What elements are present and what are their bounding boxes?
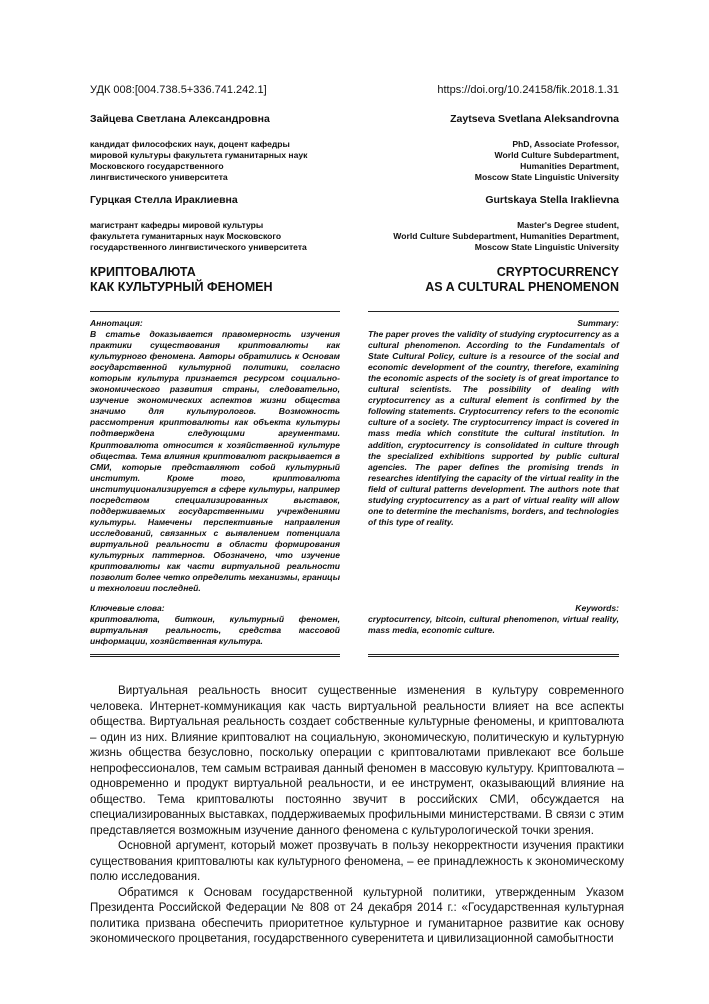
article-body [90, 683, 624, 947]
author-2-name-en: Gurtskaya Stella Iraklievna [485, 194, 619, 206]
keywords-label-en: Keywords: [575, 603, 619, 613]
author-2-name-ru: Гурцкая Стелла Ираклиевна [90, 194, 238, 206]
article-title-ru [90, 265, 340, 295]
author-1-affiliation-en [368, 139, 619, 183]
abstract-label-en: Summary: [577, 318, 619, 328]
author-2-affiliation-en [368, 220, 619, 253]
abstract-text-ru: В статье доказывается правомерность изучения практики существования криптовалюты как культурного феномена. Авторы обратились к Основам государственной культурной политики, согласно которым культура признается ресурсом социально-экономического развития страны, следовательно, изучение экономических аспектов жизни общества значимо для культурологов. Возможность рассмотрения криптовалюты как объекта культуры подтверждена следующими аргументами. Криптовалюта относится к хозяйственной культуре общества. Тема влияния криптовалют раскрывается в СМИ, которые представляют собой культурный институт. Кроме того, криптовалюта институционализируется в сфере культуры, например посредством специализированных выставок, поддерживаемых государственными учреждениями культуры. Намечены перспективные направления исследований, связанных с выявлением потенциала виртуальной реальности в области формирования культурных паттернов. Обозначено, что изучение криптовалюты как части виртуальной реальности позволит более четко определить механизмы, границы и технологии последней. [90, 329, 340, 594]
abstract-top-rule-ru [90, 311, 340, 312]
affiliation-line: Московского государственного [90, 161, 224, 171]
affiliation-line: мировой культуры факультета гуманитарных наук [90, 150, 308, 160]
affiliation-line: Moscow State Linguistic University [474, 172, 619, 182]
affiliation-line: факультета гуманитарных наук Московского [90, 231, 282, 241]
author-1-name-en: Zaytseva Svetlana Aleksandrovna [450, 113, 619, 125]
affiliation-line: государственного лингвистического университета [90, 242, 307, 252]
keywords-en [368, 603, 619, 636]
keywords-text-ru: криптовалюта, биткоин, культурный феномен, виртуальная реальность, средства массовой информации, хозяйственная культура. [90, 614, 340, 647]
affiliation-line: магистрант кафедры мировой культуры [90, 220, 264, 230]
affiliation-line: World Culture Subdepartment, Humanities Department, [393, 231, 619, 241]
affiliation-line: Moscow State Linguistic University [474, 242, 619, 252]
affiliation-line: кандидат философских наук, доцент кафедры [90, 139, 290, 149]
keywords-label-ru: Ключевые слова: [90, 603, 165, 613]
body-paragraph: Обратимся к Основам государственной культурной политики, утвержденным Указом Президента Российской Федерации № 808 от 24 декабря 2014 г.: «Государственная культурная политика призвана обеспечить приоритетное культурное и гуманитарное развитие как основу экономического процветания, государственного суверенитета и цивилизационной самобытности [90, 885, 624, 945]
body-paragraph: Основной аргумент, который может прозвучать в пользу некорректности изучения практики существования криптовалюты как культурного феномена, – ее принадлежность к экономическому полю исследования. [90, 839, 624, 883]
title-line: AS A CULTURAL PHENOMENON [425, 280, 619, 294]
affiliation-line: Master's Degree student, [517, 220, 619, 230]
abstract-ru [90, 318, 340, 594]
keywords-ru [90, 603, 340, 647]
author-2-affiliation-ru [90, 220, 340, 253]
abstract-en [368, 318, 619, 528]
title-line: CRYPTOCURRENCY [496, 265, 619, 279]
abstract-top-rule-en [368, 311, 619, 312]
article-title-en [368, 265, 619, 295]
title-line: КАК КУЛЬТУРНЫЙ ФЕНОМЕН [90, 280, 273, 294]
author-1-name-ru: Зайцева Светлана Александровна [90, 113, 270, 125]
author-1-affiliation-ru [90, 139, 340, 183]
title-line: КРИПТОВАЛЮТА [90, 265, 196, 279]
body-paragraph: Виртуальная реальность вносит существенные изменения в культуру современного человека. Интернет-коммуникация как часть виртуальной реальности влияет на все аспекты общества. Виртуальная реальность создает собственные культурные феномены, и криптовалюта – один из них. Влияние криптовалют на социальную, экономическую, политическую и культурную жизнь общества безусловно, поскольку операции с криптовалютами привлекают все больше непрофессионалов, тем самым встраивая данный феномен в массовую культуру. Криптовалюта – одновременно и продукт виртуальной реальности, и ее инструмент, оказывающий влияние на общество. Тема криптовалюты постоянно звучит в российских СМИ, обсуждается на специализированных выставках, поддерживаемых профильными министерствами. В связи с этим представляется возможным изучение данного феномена с культурологической точки зрения. [90, 684, 624, 837]
affiliation-line: лингвистического университета [90, 172, 228, 182]
abstract-bottom-rule-en [368, 654, 619, 657]
abstract-text-en: The paper proves the validity of studying cryptocurrency as a cultural phenomenon. According to the Fundamentals of State Cultural Policy, culture is a resource of the social and economic development of the country, therefore, examining the economic aspects of the society is of great importance to cultural scientists. The possibility of dealing with cryptocurrency as a cultural element is confirmed by the following statements. Cryptocurrency refers to the economic culture of a society. The cryptocurrency impact is covered in mass media which constitute the cultural institution. In addition, cryptocurrency is consolidated in culture through the specialized exhibitions supported by public cultural agencies. The paper defines the promising trends in researches identifying the capacity of the virtual reality in the field of cultural patterns development. The authors note that studying cryptocurrency as a part of virtual reality will allow one to determine the mechanisms, borders, and technologies of this type of reality. [368, 329, 619, 527]
keywords-text-en: cryptocurrency, bitcoin, cultural phenomenon, virtual reality, mass media, economic culture. [368, 614, 619, 636]
abstract-label-ru: Аннотация: [90, 318, 143, 328]
doi-link[interactable]: https://doi.org/10.24158/fik.2018.1.31 [437, 84, 619, 96]
affiliation-line: PhD, Associate Professor, [512, 139, 619, 149]
affiliation-line: Humanities Department, [520, 161, 619, 171]
udc-code: УДК 008:[004.738.5+336.741.242.1] [90, 84, 267, 96]
abstract-bottom-rule-ru [90, 654, 340, 657]
affiliation-line: World Culture Subdepartment, [494, 150, 619, 160]
